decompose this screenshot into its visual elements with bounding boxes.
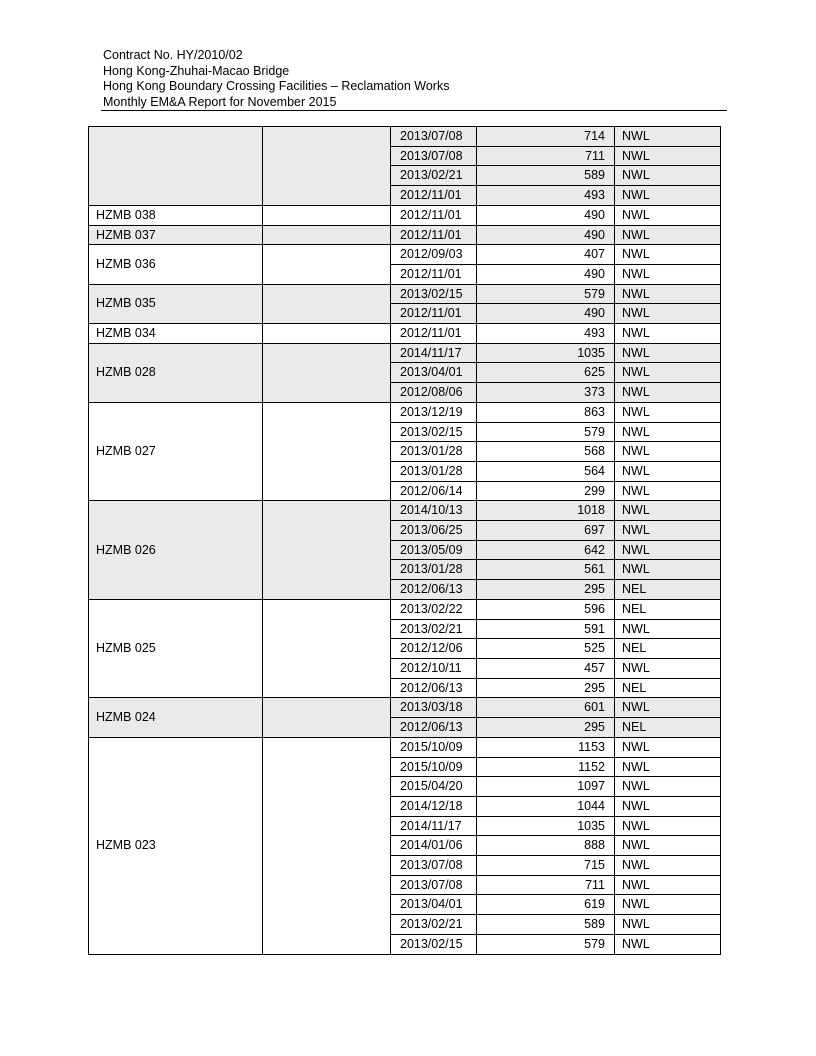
table-row [89,245,721,265]
value-cell: 1018 [477,501,615,521]
type-cell: NWL [615,698,721,718]
date-cell: 2013/03/18 [391,698,477,718]
date-cell: 2013/02/22 [391,599,477,619]
value-cell: 564 [477,461,615,481]
type-cell: NWL [615,737,721,757]
value-cell: 625 [477,363,615,383]
table-row [89,402,721,422]
date-cell: 2012/11/01 [391,264,477,284]
value-cell: 711 [477,875,615,895]
value-cell: 490 [477,205,615,225]
date-cell: 2013/02/15 [391,934,477,954]
blank-cell [263,402,391,501]
type-cell: NWL [615,796,721,816]
type-cell: NWL [615,166,721,186]
blank-cell [263,245,391,284]
project-subtitle: Hong Kong Boundary Crossing Facilities – Reclamation Works [103,79,450,94]
type-cell: NWL [615,856,721,876]
type-cell: NWL [615,402,721,422]
blank-cell [263,737,391,954]
value-cell: 1035 [477,816,615,836]
value-cell: 589 [477,915,615,935]
station-id-cell: HZMB 037 [89,225,263,245]
data-table-body [89,127,721,955]
blank-cell [263,501,391,600]
date-cell: 2013/05/09 [391,540,477,560]
value-cell: 299 [477,481,615,501]
date-cell: 2012/11/01 [391,225,477,245]
station-id-cell: HZMB 025 [89,599,263,698]
type-cell: NWL [615,225,721,245]
station-id-cell: HZMB 024 [89,698,263,737]
value-cell: 490 [477,264,615,284]
table-row [89,737,721,757]
value-cell: 1152 [477,757,615,777]
table-row [89,343,721,363]
date-cell: 2013/04/01 [391,363,477,383]
value-cell: 579 [477,284,615,304]
type-cell: NEL [615,678,721,698]
report-title: Monthly EM&A Report for November 2015 [103,94,337,109]
date-cell: 2015/10/09 [391,737,477,757]
type-cell: NWL [615,757,721,777]
value-cell: 596 [477,599,615,619]
type-cell: NWL [615,284,721,304]
type-cell: NWL [615,324,721,344]
station-id-cell: HZMB 028 [89,343,263,402]
date-cell: 2013/02/15 [391,422,477,442]
value-cell: 407 [477,245,615,265]
date-cell: 2015/10/09 [391,757,477,777]
type-cell: NWL [615,501,721,521]
value-cell: 295 [477,580,615,600]
blank-cell [263,698,391,737]
blank-cell [263,343,391,402]
value-cell: 715 [477,856,615,876]
value-cell: 493 [477,324,615,344]
contract-number: Contract No. HY/2010/02 [103,48,243,62]
date-cell: 2012/11/01 [391,304,477,324]
type-cell: NWL [615,619,721,639]
type-cell: NWL [615,875,721,895]
date-cell: 2013/02/21 [391,619,477,639]
table-row [89,501,721,521]
date-cell: 2013/01/28 [391,461,477,481]
table-row [89,324,721,344]
table-row [89,205,721,225]
value-cell: 579 [477,934,615,954]
value-cell: 1097 [477,777,615,797]
date-cell: 2013/01/28 [391,560,477,580]
date-cell: 2013/07/08 [391,127,477,147]
type-cell: NWL [615,186,721,206]
value-cell: 619 [477,895,615,915]
project-name: Hong Kong-Zhuhai-Macao Bridge [103,63,290,78]
value-cell: 373 [477,383,615,403]
date-cell: 2013/01/28 [391,442,477,462]
value-cell: 697 [477,521,615,541]
date-cell: 2013/04/01 [391,895,477,915]
value-cell: 1035 [477,343,615,363]
type-cell: NWL [615,915,721,935]
type-cell: NWL [615,481,721,501]
type-cell: NWL [615,146,721,166]
type-cell: NWL [615,836,721,856]
type-cell: NEL [615,639,721,659]
value-cell: 457 [477,658,615,678]
value-cell: 601 [477,698,615,718]
table-row [89,284,721,304]
table-row [89,698,721,718]
type-cell: NWL [615,934,721,954]
date-cell: 2012/11/01 [391,205,477,225]
blank-cell [263,324,391,344]
table-row [89,127,721,147]
value-cell: 714 [477,127,615,147]
date-cell: 2013/02/15 [391,284,477,304]
station-id-cell [89,127,263,206]
date-cell: 2012/09/03 [391,245,477,265]
date-cell: 2013/06/25 [391,521,477,541]
value-cell: 579 [477,422,615,442]
type-cell: NWL [615,521,721,541]
station-id-cell: HZMB 038 [89,205,263,225]
date-cell: 2013/07/08 [391,146,477,166]
date-cell: 2012/08/06 [391,383,477,403]
blank-cell [263,225,391,245]
blank-cell [263,284,391,323]
blank-cell [263,599,391,698]
date-cell: 2014/12/18 [391,796,477,816]
station-id-cell: HZMB 034 [89,324,263,344]
type-cell: NWL [615,245,721,265]
report-header [103,48,449,110]
value-cell: 493 [477,186,615,206]
value-cell: 711 [477,146,615,166]
date-cell: 2012/06/14 [391,481,477,501]
date-cell: 2012/10/11 [391,658,477,678]
type-cell: NWL [615,383,721,403]
date-cell: 2012/12/06 [391,639,477,659]
station-id-cell: HZMB 023 [89,737,263,954]
date-cell: 2012/11/01 [391,324,477,344]
value-cell: 863 [477,402,615,422]
type-cell: NWL [615,777,721,797]
station-id-cell: HZMB 027 [89,402,263,501]
date-cell: 2015/04/20 [391,777,477,797]
type-cell: NWL [615,461,721,481]
type-cell: NWL [615,560,721,580]
type-cell: NWL [615,816,721,836]
value-cell: 1044 [477,796,615,816]
station-id-cell: HZMB 036 [89,245,263,284]
value-cell: 295 [477,718,615,738]
value-cell: 561 [477,560,615,580]
type-cell: NEL [615,718,721,738]
station-id-cell: HZMB 026 [89,501,263,600]
value-cell: 888 [477,836,615,856]
date-cell: 2012/06/13 [391,580,477,600]
value-cell: 589 [477,166,615,186]
date-cell: 2012/06/13 [391,718,477,738]
date-cell: 2014/01/06 [391,836,477,856]
type-cell: NWL [615,422,721,442]
blank-cell [263,205,391,225]
value-cell: 490 [477,304,615,324]
value-cell: 642 [477,540,615,560]
type-cell: NWL [615,343,721,363]
type-cell: NWL [615,442,721,462]
blank-cell [263,127,391,206]
type-cell: NEL [615,580,721,600]
data-table [88,126,721,955]
type-cell: NWL [615,205,721,225]
value-cell: 591 [477,619,615,639]
date-cell: 2013/02/21 [391,915,477,935]
type-cell: NWL [615,895,721,915]
date-cell: 2013/07/08 [391,875,477,895]
type-cell: NWL [615,264,721,284]
type-cell: NWL [615,363,721,383]
header-divider [101,110,727,111]
date-cell: 2012/11/01 [391,186,477,206]
type-cell: NWL [615,127,721,147]
date-cell: 2014/10/13 [391,501,477,521]
date-cell: 2014/11/17 [391,816,477,836]
date-cell: 2013/07/08 [391,856,477,876]
station-id-cell: HZMB 035 [89,284,263,323]
table-row [89,599,721,619]
date-cell: 2014/11/17 [391,343,477,363]
value-cell: 490 [477,225,615,245]
value-cell: 295 [477,678,615,698]
value-cell: 1153 [477,737,615,757]
date-cell: 2012/06/13 [391,678,477,698]
value-cell: 525 [477,639,615,659]
type-cell: NEL [615,599,721,619]
table-row [89,225,721,245]
value-cell: 568 [477,442,615,462]
type-cell: NWL [615,540,721,560]
type-cell: NWL [615,658,721,678]
type-cell: NWL [615,304,721,324]
date-cell: 2013/12/19 [391,402,477,422]
date-cell: 2013/02/21 [391,166,477,186]
